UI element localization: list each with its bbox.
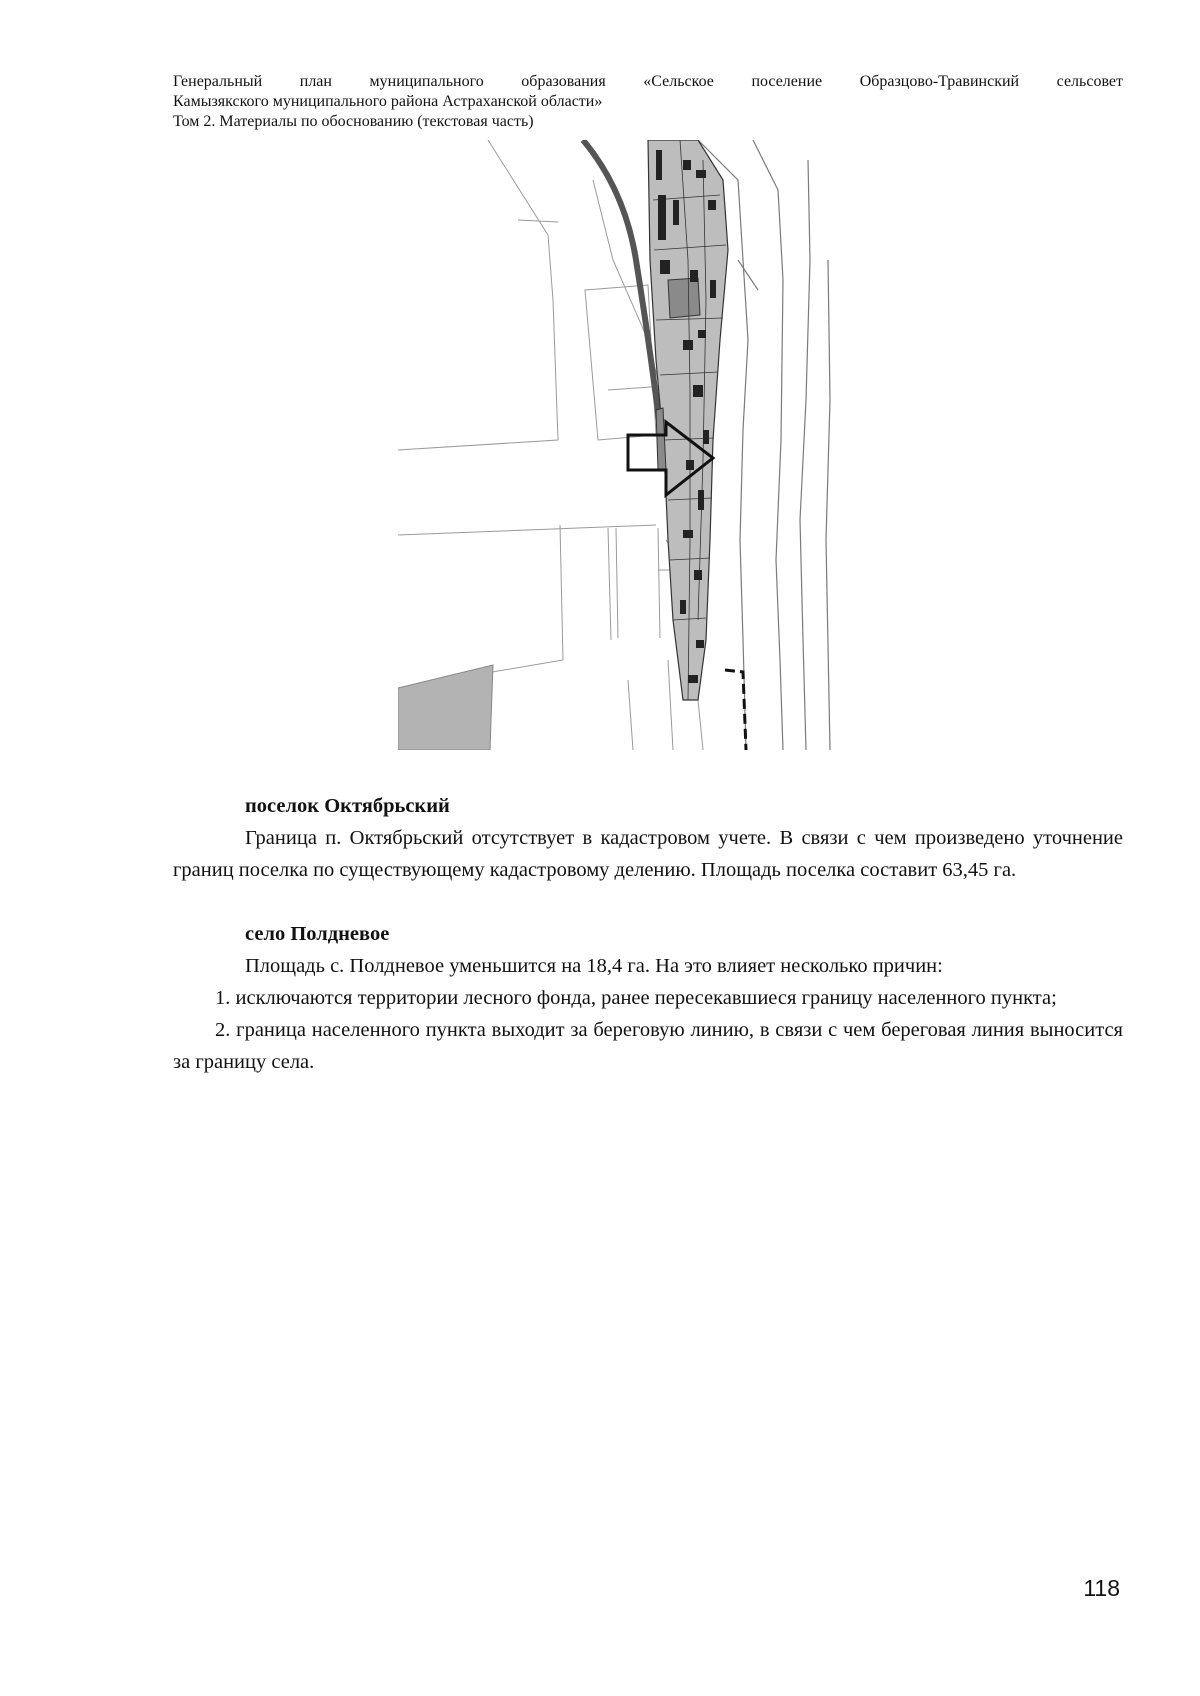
- header-line-2: Камызякского муниципального района Астраханской области»: [173, 93, 603, 110]
- paragraph-oktyabrsky: Граница п. Октябрьский отсутствует в кадастровом учете. В связи с чем произведено уточнение границ поселка по существующему кадастровому делению. Площадь поселка составит 63,45 га.: [173, 827, 1123, 881]
- list-item: 2. граница населенного пункта выходит за береговую линию, в связи с чем береговая линия выносится за границу села.: [173, 1019, 1123, 1073]
- section-title-poldnevoe: село Полдневое: [245, 923, 390, 945]
- header-line-3: Том 2. Материалы по обоснованию (текстовая часть): [173, 113, 534, 130]
- running-header: [173, 72, 1123, 132]
- section-title-oktyabrsky: поселок Октябрьский: [245, 795, 450, 817]
- body-text: [173, 790, 1123, 1078]
- page-number: 118: [1083, 1575, 1120, 1601]
- cadastral-map: [398, 140, 861, 750]
- list-item: 1. исключаются территории лесного фонда, ранее пересекавшиеся границу населенного пункта;: [215, 987, 1057, 1009]
- header-line-1: Генеральный план муниципального образования «Сельское поселение Образцово-Травинский сельсовет: [173, 73, 1123, 90]
- paragraph-poldnevoe-intro: Площадь с. Полдневое уменьшится на 18,4 га. На это влияет несколько причин:: [245, 955, 943, 977]
